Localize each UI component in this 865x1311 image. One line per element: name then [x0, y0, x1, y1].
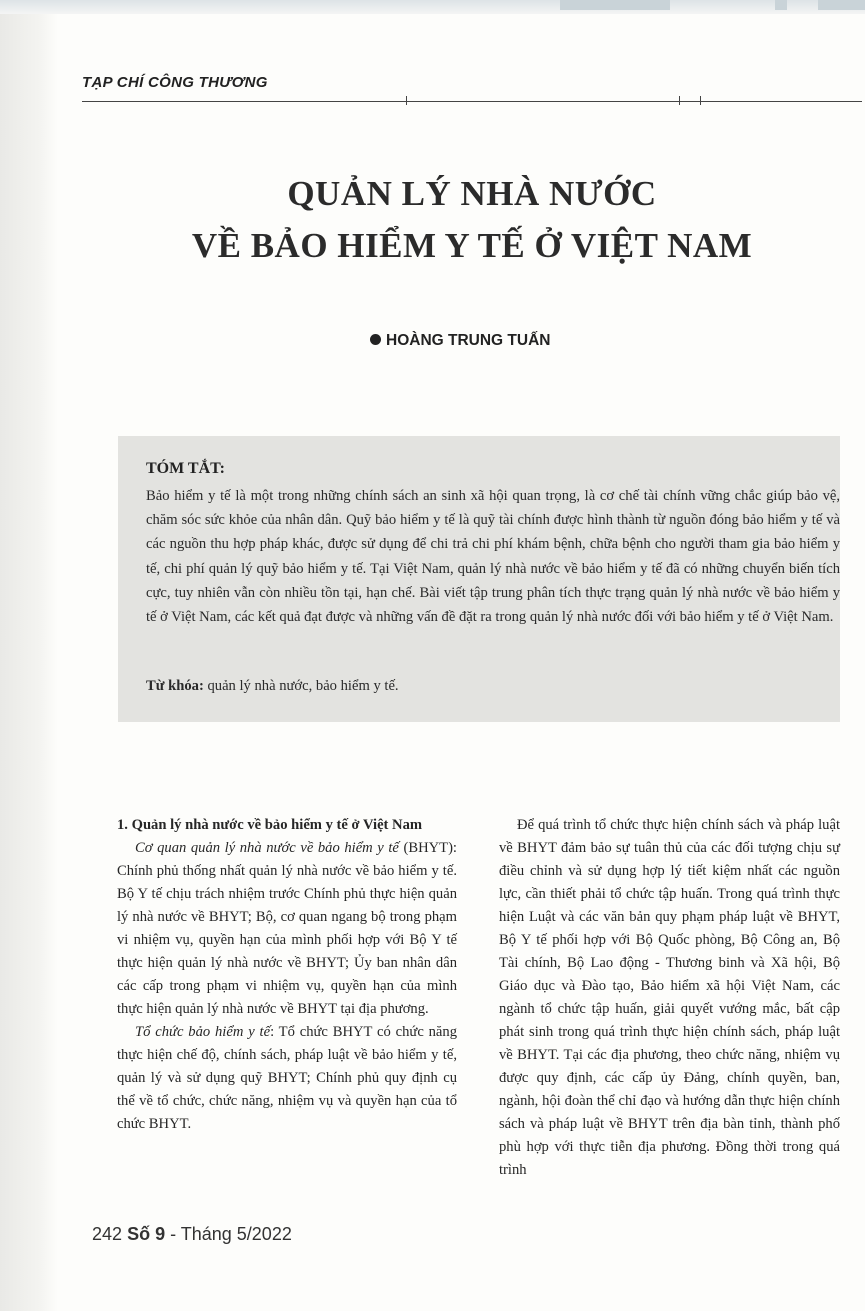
- article-title: [82, 168, 862, 272]
- paragraph: [117, 837, 457, 1021]
- paragraph-text: (BHYT): Chính phủ thống nhất quản lý nhà nước về bảo hiểm y tế. Bộ Y tế chịu trách nhiệm trước Chính phủ thực hiện quản lý nhà nước về BHYT; Bộ, cơ quan ngang bộ trong phạm vi nhiệm vụ, quyền hạn của mình phối hợp với Bộ Y tế thực hiện quản lý nhà nước về BHYT; Ủy ban nhân dân các cấp trong phạm vi nhiệm vụ, quyền hạn của mình thực hiện quản lý nhà nước về BHYT tại địa phương.: [117, 840, 457, 1017]
- paragraph: [117, 1021, 457, 1136]
- issue-date: - Tháng 5/2022: [165, 1224, 292, 1244]
- journal-name: TẠP CHÍ CÔNG THƯƠNG: [82, 74, 268, 91]
- paragraph: Để quá trình tổ chức thực hiện chính sách và pháp luật về BHYT đảm bảo sự tuân thủ của các đối tượng chịu sự điều chỉnh và sử dụng hợp lý tiết kiệm nhất các nguồn lực, cần thiết phải tổ chức tập huấn. Trong quá trình thực hiện Luật và các văn bản quy phạm pháp luật về BHYT, Bộ Y tế phối hợp với Bộ Quốc phòng, Bộ Công an, Bộ Tài chính, Bộ Lao động - Thương binh và Xã hội, Bộ Giáo dục và Đào tạo, Bảo hiểm xã hội Việt Nam, các ngành tổ chức tập huấn, giải quyết vướng mắc, bất cập phát sinh trong quá trình thực hiện chính sách, pháp luật về BHYT. Tại các địa phương, theo chức năng, nhiệm vụ được quy định, các cấp ủy Đảng, chính quyền, ban, ngành, hội đoàn thể chỉ đạo và hướng dẫn thực hiện chính sách và pháp luật về BHYT trên địa bàn tỉnh, thành phố phù hợp với thực tiễn địa phương. Đồng thời trong quá trình: [499, 817, 840, 1178]
- keywords-text: quản lý nhà nước, bảo hiểm y tế.: [203, 678, 399, 694]
- keywords-label: Từ khóa:: [146, 678, 204, 694]
- header-tick: [406, 96, 407, 105]
- scan-mark: [775, 0, 787, 10]
- title-line-2: VỀ BẢO HIỂM Y TẾ Ở VIỆT NAM: [191, 226, 753, 265]
- header-tick: [700, 96, 701, 105]
- abstract-body: [146, 484, 840, 629]
- scan-mark: [818, 0, 865, 10]
- right-column: [499, 814, 840, 1182]
- abstract-text: Bảo hiểm y tế là một trong những chính sách an sinh xã hội quan trọng, là cơ chế tài chính vững chắc giúp bảo vệ, chăm sóc sức khỏe của nhân dân. Quỹ bảo hiểm y tế là quỹ tài chính được hình thành từ nguồn đóng bảo hiểm y tế và các nguồn thu hợp pháp khác, được sử dụng để chi trả chi phí khám bệnh, chữa bệnh cho người tham gia bảo hiểm y tế, chi phí quản lý quỹ bảo hiểm y tế. Tại Việt Nam, quản lý nhà nước về bảo hiểm y tế đã có những chuyển biến tích cực, tuy nhiên vẫn còn nhiều tồn tại, hạn chế. Bài viết tập trung phân tích thực trạng quản lý nhà nước về bảo hiểm y tế ở Việt Nam, các kết quả đạt được và những vấn đề đặt ra trong quản lý nhà nước đối với bảo hiểm y tế ở Việt Nam.: [146, 488, 840, 626]
- author-line: [370, 332, 550, 350]
- paragraph-lead: Tổ chức bảo hiểm y tế: [135, 1024, 271, 1040]
- abstract-heading: TÓM TẮT:: [146, 460, 225, 477]
- keywords-line: [146, 678, 399, 695]
- scan-mark: [560, 0, 670, 10]
- header-tick: [679, 96, 680, 105]
- author-name: HOÀNG TRUNG TUẤN: [386, 332, 551, 349]
- bullet-icon: [370, 334, 381, 345]
- paragraph-lead: Cơ quan quản lý nhà nước về bảo hiểm y tế: [135, 840, 399, 856]
- paragraph-text: : Tổ chức BHYT có chức năng thực hiện chế độ, chính sách, pháp luật về bảo hiểm y tế, quản lý và sử dụng quỹ BHYT; Chính phủ quy định cụ thể về tổ chức, chức năng, nhiệm vụ và quyền hạn của tổ chức BHYT.: [117, 1024, 457, 1132]
- scan-top-edge: [0, 0, 865, 14]
- section-heading: 1. Quản lý nhà nước về bảo hiểm y tế ở Việt Nam: [117, 817, 423, 833]
- scan-margin: [0, 0, 58, 1311]
- page-number: 242: [92, 1224, 123, 1244]
- title-line-1: QUẢN LÝ NHÀ NƯỚC: [287, 174, 657, 213]
- header-rule: [82, 101, 862, 102]
- left-column: [117, 814, 457, 1136]
- page-footer: [92, 1224, 292, 1245]
- issue-number: Số 9: [127, 1224, 166, 1244]
